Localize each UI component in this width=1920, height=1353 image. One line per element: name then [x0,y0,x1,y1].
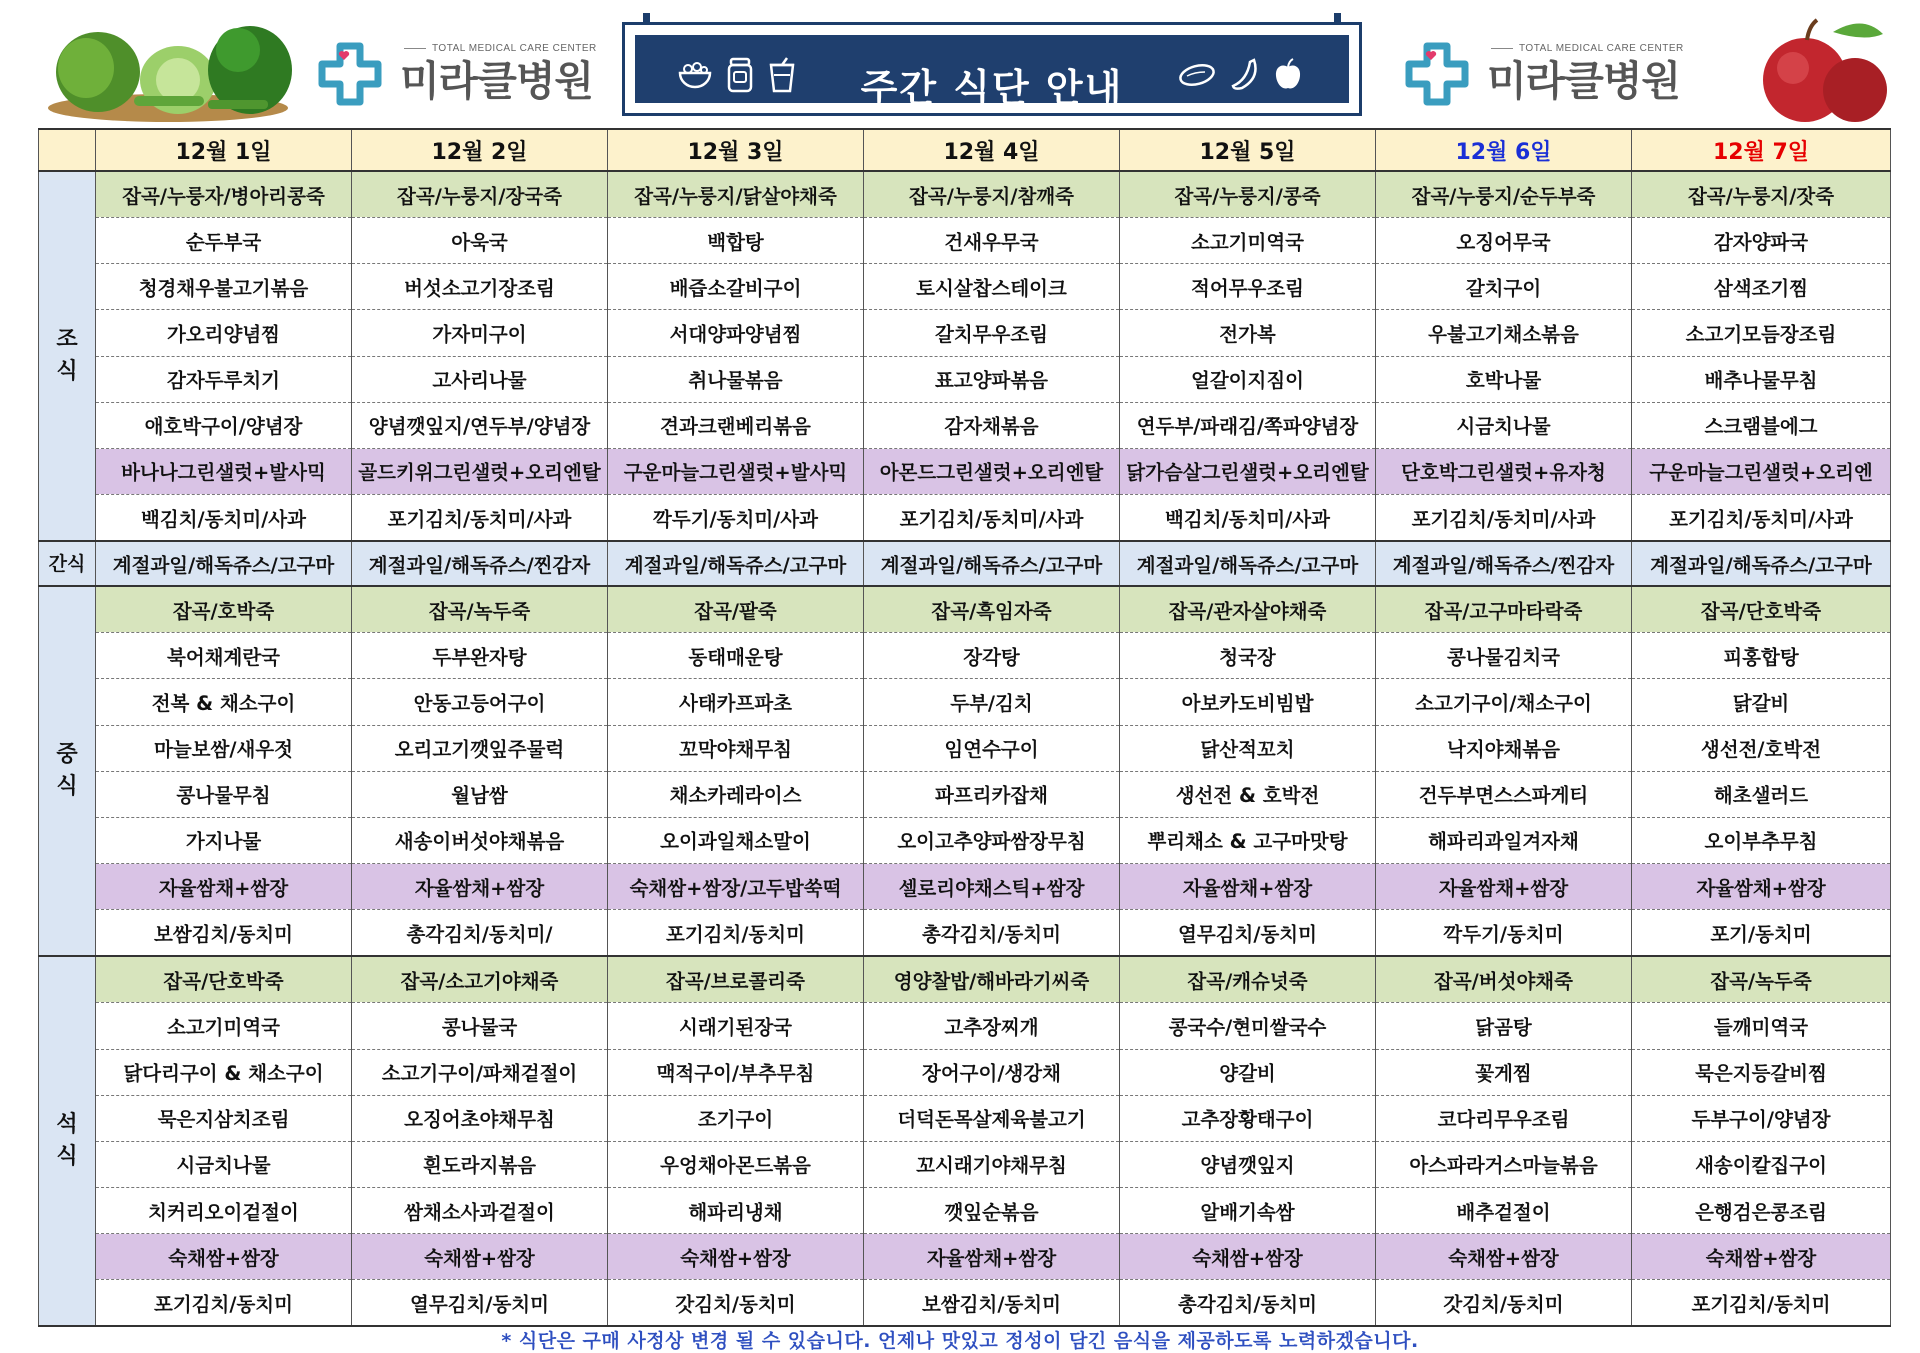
menu-item: 총각김치/동치미 [864,910,1120,957]
menu-item: 총각김치/동치미/ [352,910,608,957]
medical-cross-icon [1405,42,1469,106]
menu-item: 마늘보쌈/새우젓 [96,725,352,771]
menu-item: 은행검은콩조림 [1632,1187,1891,1233]
menu-item: 배즙소갈비구이 [608,264,864,310]
lunch-row [39,863,1891,909]
menu-item: 두부구이/양념장 [1632,1095,1891,1141]
menu-item: 삼색조기찜 [1632,264,1891,310]
menu-item: 전가복 [1120,310,1376,356]
menu-item: 새송이칼집구이 [1632,1141,1891,1187]
menu-item: 닭가슴살그린샐럿+오리엔탈 [1120,448,1376,494]
menu-item: 영양찰밥/해바라기씨죽 [864,956,1120,1003]
menu-item: 가자미구이 [352,310,608,356]
menu-item: 잡곡/녹두죽 [352,586,608,633]
dinner-row [39,1095,1891,1141]
menu-item: 잡곡/관자살야채죽 [1120,586,1376,633]
menu-item: 조기구이 [608,1095,864,1141]
menu-item: 자율쌈채+쌈장 [352,863,608,909]
menu-item: 꼬시래기야채무침 [864,1141,1120,1187]
menu-item: 취나물볶음 [608,356,864,402]
menu-item: 고추장찌개 [864,1003,1120,1049]
menu-item: 갈치구이 [1376,264,1632,310]
page-title: 주간 식단 안내 [860,66,1124,110]
menu-item: 묵은지삼치조림 [96,1095,352,1141]
menu-item: 가지나물 [96,817,352,863]
menu-item: 깍두기/동치미/사과 [608,494,864,541]
menu-item: 백김치/동치미/사과 [1120,494,1376,541]
menu-item: 고사리나물 [352,356,608,402]
dinner-row [39,1003,1891,1049]
lunch-row [39,633,1891,679]
menu-item: 잡곡/단호박죽 [1632,586,1891,633]
menu-item: 버섯소고기장조림 [352,264,608,310]
menu-item: 잡곡/팥죽 [608,586,864,633]
menu-item: 소고기구이/채소구이 [1376,679,1632,725]
meal-label-dinner: 석 식 [39,956,96,1326]
menu-item: 애호박구이/양념장 [96,402,352,448]
corner-cell [39,129,96,171]
menu-item: 호박나물 [1376,356,1632,402]
menu-item: 숙채쌈+쌈장 [96,1234,352,1280]
menu-item: 해파리냉채 [608,1187,864,1233]
hospital-name: 미라클병원 [1487,57,1681,105]
menu-item: 자율쌈채+쌈장 [1632,863,1891,909]
menu-item: 갓김치/동치미 [608,1280,864,1327]
menu-item: 콩국수/현미쌀국수 [1120,1003,1376,1049]
menu-item: 포기김치/동치미/사과 [1376,494,1632,541]
menu-item: 두부/김치 [864,679,1120,725]
menu-item: 잡곡/브로콜리죽 [608,956,864,1003]
menu-item: 숙채쌈+쌈장/고두밥쑥떡 [608,863,864,909]
menu-item: 숙채쌈+쌈장 [1376,1234,1632,1280]
lunch-row [39,910,1891,957]
menu-item: 북어채계란국 [96,633,352,679]
menu-item: 셀로리야채스틱+쌈장 [864,863,1120,909]
menu-item: 단호박그린샐럿+유자청 [1376,448,1632,494]
lunch-row [39,771,1891,817]
menu-item: 우엉채아몬드볶음 [608,1141,864,1187]
menu-item: 숙채쌈+쌈장 [352,1234,608,1280]
title-banner [622,22,1362,116]
menu-item: 낙지야채볶음 [1376,725,1632,771]
day-header: 12월 7일 [1632,129,1891,171]
menu-item: 배추겉절이 [1376,1187,1632,1233]
dinner-row [39,1049,1891,1095]
menu-item: 갓김치/동치미 [1376,1280,1632,1327]
menu-item: 서대양파양념찜 [608,310,864,356]
menu-item: 오징어초야채무침 [352,1095,608,1141]
menu-item: 계절과일/해독쥬스/고구마 [1120,541,1376,586]
menu-item: 포기김치/동치미/사과 [1632,494,1891,541]
menu-item: 더덕돈목살제육불고기 [864,1095,1120,1141]
menu-item: 생선전 & 호박전 [1120,771,1376,817]
menu-item: 잡곡/누룽자/병아리콩죽 [96,171,352,218]
menu-item: 치커리오이겉절이 [96,1187,352,1233]
menu-item: 청경채우불고기볶음 [96,264,352,310]
menu-item: 보쌈김치/동치미 [96,910,352,957]
menu-item: 청국장 [1120,633,1376,679]
menu-item: 포기김치/동치미 [96,1280,352,1327]
logo-tagline: TOTAL MEDICAL CARE CENTER [1491,43,1684,54]
menu-item: 포기김치/동치미/사과 [864,494,1120,541]
hospital-logo-left [318,34,597,114]
menu-item: 월남쌈 [352,771,608,817]
menu-item: 파프리카잡채 [864,771,1120,817]
menu-item: 피홍합탕 [1632,633,1891,679]
menu-item: 잡곡/고구마타락죽 [1376,586,1632,633]
menu-item: 뿌리채소 & 고구마맛탕 [1120,817,1376,863]
menu-item: 안동고등어구이 [352,679,608,725]
menu-item: 시금치나물 [96,1141,352,1187]
menu-item: 잡곡/호박죽 [96,586,352,633]
day-header: 12월 2일 [352,129,608,171]
menu-item: 계절과일/해독쥬스/고구마 [1632,541,1891,586]
menu-item: 자율쌈채+쌈장 [864,1234,1120,1280]
breakfast-row [39,356,1891,402]
menu-item: 소고기미역국 [96,1003,352,1049]
menu-item: 콩나물무침 [96,771,352,817]
day-header-row [39,129,1891,171]
menu-item: 건두부면스스파게티 [1376,771,1632,817]
menu-item: 아몬드그린샐럿+오리엔탈 [864,448,1120,494]
menu-item: 백김치/동치미/사과 [96,494,352,541]
menu-item: 아스파라거스마늘볶음 [1376,1141,1632,1187]
menu-item: 콩나물국 [352,1003,608,1049]
menu-item: 해초샐러드 [1632,771,1891,817]
menu-item: 바나나그린샐럿+발사믹 [96,448,352,494]
menu-item: 연두부/파래김/쪽파양념장 [1120,402,1376,448]
menu-item: 코다리무우조림 [1376,1095,1632,1141]
menu-item: 토시살찹스테이크 [864,264,1120,310]
menu-item: 스크램블에그 [1632,402,1891,448]
menu-item: 맥적구이/부추무침 [608,1049,864,1095]
menu-item: 소고기모듬장조림 [1632,310,1891,356]
dinner-row [39,1141,1891,1187]
dinner-row [39,1280,1891,1327]
menu-item: 생선전/호박전 [1632,725,1891,771]
menu-item: 잡곡/소고기야채죽 [352,956,608,1003]
menu-item: 꼬막야채무침 [608,725,864,771]
menu-item: 감자두루치기 [96,356,352,402]
menu-item: 닭갈비 [1632,679,1891,725]
menu-item: 알배기속쌈 [1120,1187,1376,1233]
menu-item: 해파리과일겨자채 [1376,817,1632,863]
menu-item: 채소카레라이스 [608,771,864,817]
breakfast-row [39,310,1891,356]
menu-item: 잡곡/누룽지/참깨죽 [864,171,1120,218]
day-header: 12월 6일 [1376,129,1632,171]
menu-item: 잡곡/흑임자죽 [864,586,1120,633]
menu-item: 계절과일/해독쥬스/고구마 [608,541,864,586]
breakfast-row [39,402,1891,448]
menu-item: 양갈비 [1120,1049,1376,1095]
menu-item: 감자채볶음 [864,402,1120,448]
menu-item: 구운마늘그린샐럿+오리엔 [1632,448,1891,494]
menu-item: 소고기미역국 [1120,218,1376,264]
day-header: 12월 4일 [864,129,1120,171]
menu-item: 배추나물무침 [1632,356,1891,402]
menu-item: 계절과일/해독쥬스/고구마 [96,541,352,586]
menu-item: 백합탕 [608,218,864,264]
menu-item: 숙채쌈+쌈장 [1120,1234,1376,1280]
lunch-row [39,679,1891,725]
menu-item: 총각김치/동치미 [1120,1280,1376,1327]
banana-icon [1230,57,1260,91]
meal-label-snack: 간식 [39,541,96,586]
snack-row [39,541,1891,586]
breakfast-row [39,171,1891,218]
menu-item: 얼갈이지짐이 [1120,356,1376,402]
menu-item: 건새우무국 [864,218,1120,264]
menu-item: 구운마늘그린샐럿+발사믹 [608,448,864,494]
day-header: 12월 5일 [1120,129,1376,171]
menu-item: 잡곡/캐슈넛죽 [1120,956,1376,1003]
meal-label-breakfast: 조 식 [39,171,96,541]
menu-item: 잡곡/누룽지/순두부죽 [1376,171,1632,218]
day-header: 12월 1일 [96,129,352,171]
menu-item: 잡곡/누룽지/콩죽 [1120,171,1376,218]
lunch-row [39,817,1891,863]
lunch-row [39,725,1891,771]
menu-item: 잡곡/녹두죽 [1632,956,1891,1003]
meal-label-lunch: 중 식 [39,586,96,956]
menu-item: 쌈채소사과겉절이 [352,1187,608,1233]
menu-item: 감자양파국 [1632,218,1891,264]
footer-note: * 식단은 구매 사정상 변경 될 수 있습니다. 언제나 맛있고 정성이 담긴 음식을 제공하도록 노력하겠습니다. [501,1330,1419,1352]
menu-item: 자율쌈채+쌈장 [1376,863,1632,909]
menu-item: 오이고추양파쌈장무침 [864,817,1120,863]
menu-item: 포기김치/동치미 [608,910,864,957]
menu-item: 포기/동치미 [1632,910,1891,957]
menu-item: 우불고기채소볶음 [1376,310,1632,356]
menu-item: 포기김치/동치미 [1632,1280,1891,1327]
breakfast-row [39,264,1891,310]
menu-item: 묵은지등갈비찜 [1632,1049,1891,1095]
menu-item: 전복 & 채소구이 [96,679,352,725]
menu-item: 새송이버섯야채볶음 [352,817,608,863]
menu-item: 임연수구이 [864,725,1120,771]
menu-item: 가오리양념찜 [96,310,352,356]
menu-item: 열무김치/동치미 [352,1280,608,1327]
menu-item: 양념깻잎지 [1120,1141,1376,1187]
menu-item: 장어구이/생강채 [864,1049,1120,1095]
dinner-row [39,1234,1891,1280]
menu-item: 양념깻잎지/연두부/양념장 [352,402,608,448]
dinner-row [39,956,1891,1003]
menu-item: 사태카프파초 [608,679,864,725]
menu-item: 깍두기/동치미 [1376,910,1632,957]
menu-item: 숙채쌈+쌈장 [1632,1234,1891,1280]
menu-item: 동태매운탕 [608,633,864,679]
menu-item: 아보카도비빔밥 [1120,679,1376,725]
menu-item: 잡곡/누룽지/잣죽 [1632,171,1891,218]
lunch-row [39,586,1891,633]
menu-item: 열무김치/동치미 [1120,910,1376,957]
menu-item: 시금치나물 [1376,402,1632,448]
menu-item: 콩나물김치국 [1376,633,1632,679]
menu-item: 자율쌈채+쌈장 [1120,863,1376,909]
menu-item: 계절과일/해독쥬스/찐감자 [352,541,608,586]
hospital-name: 미라클병원 [400,57,594,105]
menu-item: 깻잎순볶음 [864,1187,1120,1233]
menu-item: 잡곡/단호박죽 [96,956,352,1003]
apples-illustration [1745,12,1895,127]
menu-item: 두부완자탕 [352,633,608,679]
meal-table [38,128,1891,1327]
logo-tagline: TOTAL MEDICAL CARE CENTER [404,43,597,54]
breakfast-row [39,218,1891,264]
menu-item: 들깨미역국 [1632,1003,1891,1049]
menu-item: 계절과일/해독쥬스/고구마 [864,541,1120,586]
menu-item: 장각탕 [864,633,1120,679]
menu-item: 닭곰탕 [1376,1003,1632,1049]
menu-item: 적어무우조림 [1120,264,1376,310]
menu-item: 오징어무국 [1376,218,1632,264]
menu-item: 보쌈김치/동치미 [864,1280,1120,1327]
breakfast-row [39,494,1891,541]
menu-item: 오이과일채소말이 [608,817,864,863]
menu-item: 숙채쌈+쌈장 [608,1234,864,1280]
menu-item: 갈치무우조림 [864,310,1120,356]
day-header: 12월 3일 [608,129,864,171]
menu-item: 표고양파볶음 [864,356,1120,402]
menu-item: 소고기구이/파채겉절이 [352,1049,608,1095]
menu-item: 흰도라지볶음 [352,1141,608,1187]
apple-icon [1273,57,1303,91]
menu-item: 꽃게찜 [1376,1049,1632,1095]
menu-item: 시래기된장국 [608,1003,864,1049]
menu-item: 닭다리구이 & 채소구이 [96,1049,352,1095]
medical-cross-icon [318,42,382,106]
menu-item: 닭산적꼬치 [1120,725,1376,771]
hospital-logo-right [1405,34,1684,114]
menu-item: 순두부국 [96,218,352,264]
vegetables-illustration [38,10,308,128]
menu-item: 고추장황태구이 [1120,1095,1376,1141]
menu-item: 잡곡/누룽지/닭살야채죽 [608,171,864,218]
dinner-row [39,1187,1891,1233]
header [0,0,1920,128]
menu-item: 오리고기깻잎주물럭 [352,725,608,771]
menu-item: 오이부추무침 [1632,817,1891,863]
menu-item: 견과크랜베리볶음 [608,402,864,448]
menu-item: 아욱국 [352,218,608,264]
breakfast-row [39,448,1891,494]
menu-item: 잡곡/누룽지/장국죽 [352,171,608,218]
menu-item: 계절과일/해독쥬스/찐감자 [1376,541,1632,586]
menu-item: 잡곡/버섯야채죽 [1376,956,1632,1003]
sweet-potato-icon [1177,60,1217,88]
menu-item: 골드키위그린샐럿+오리엔탈 [352,448,608,494]
menu-item: 자율쌈채+쌈장 [96,863,352,909]
menu-item: 포기김치/동치미/사과 [352,494,608,541]
